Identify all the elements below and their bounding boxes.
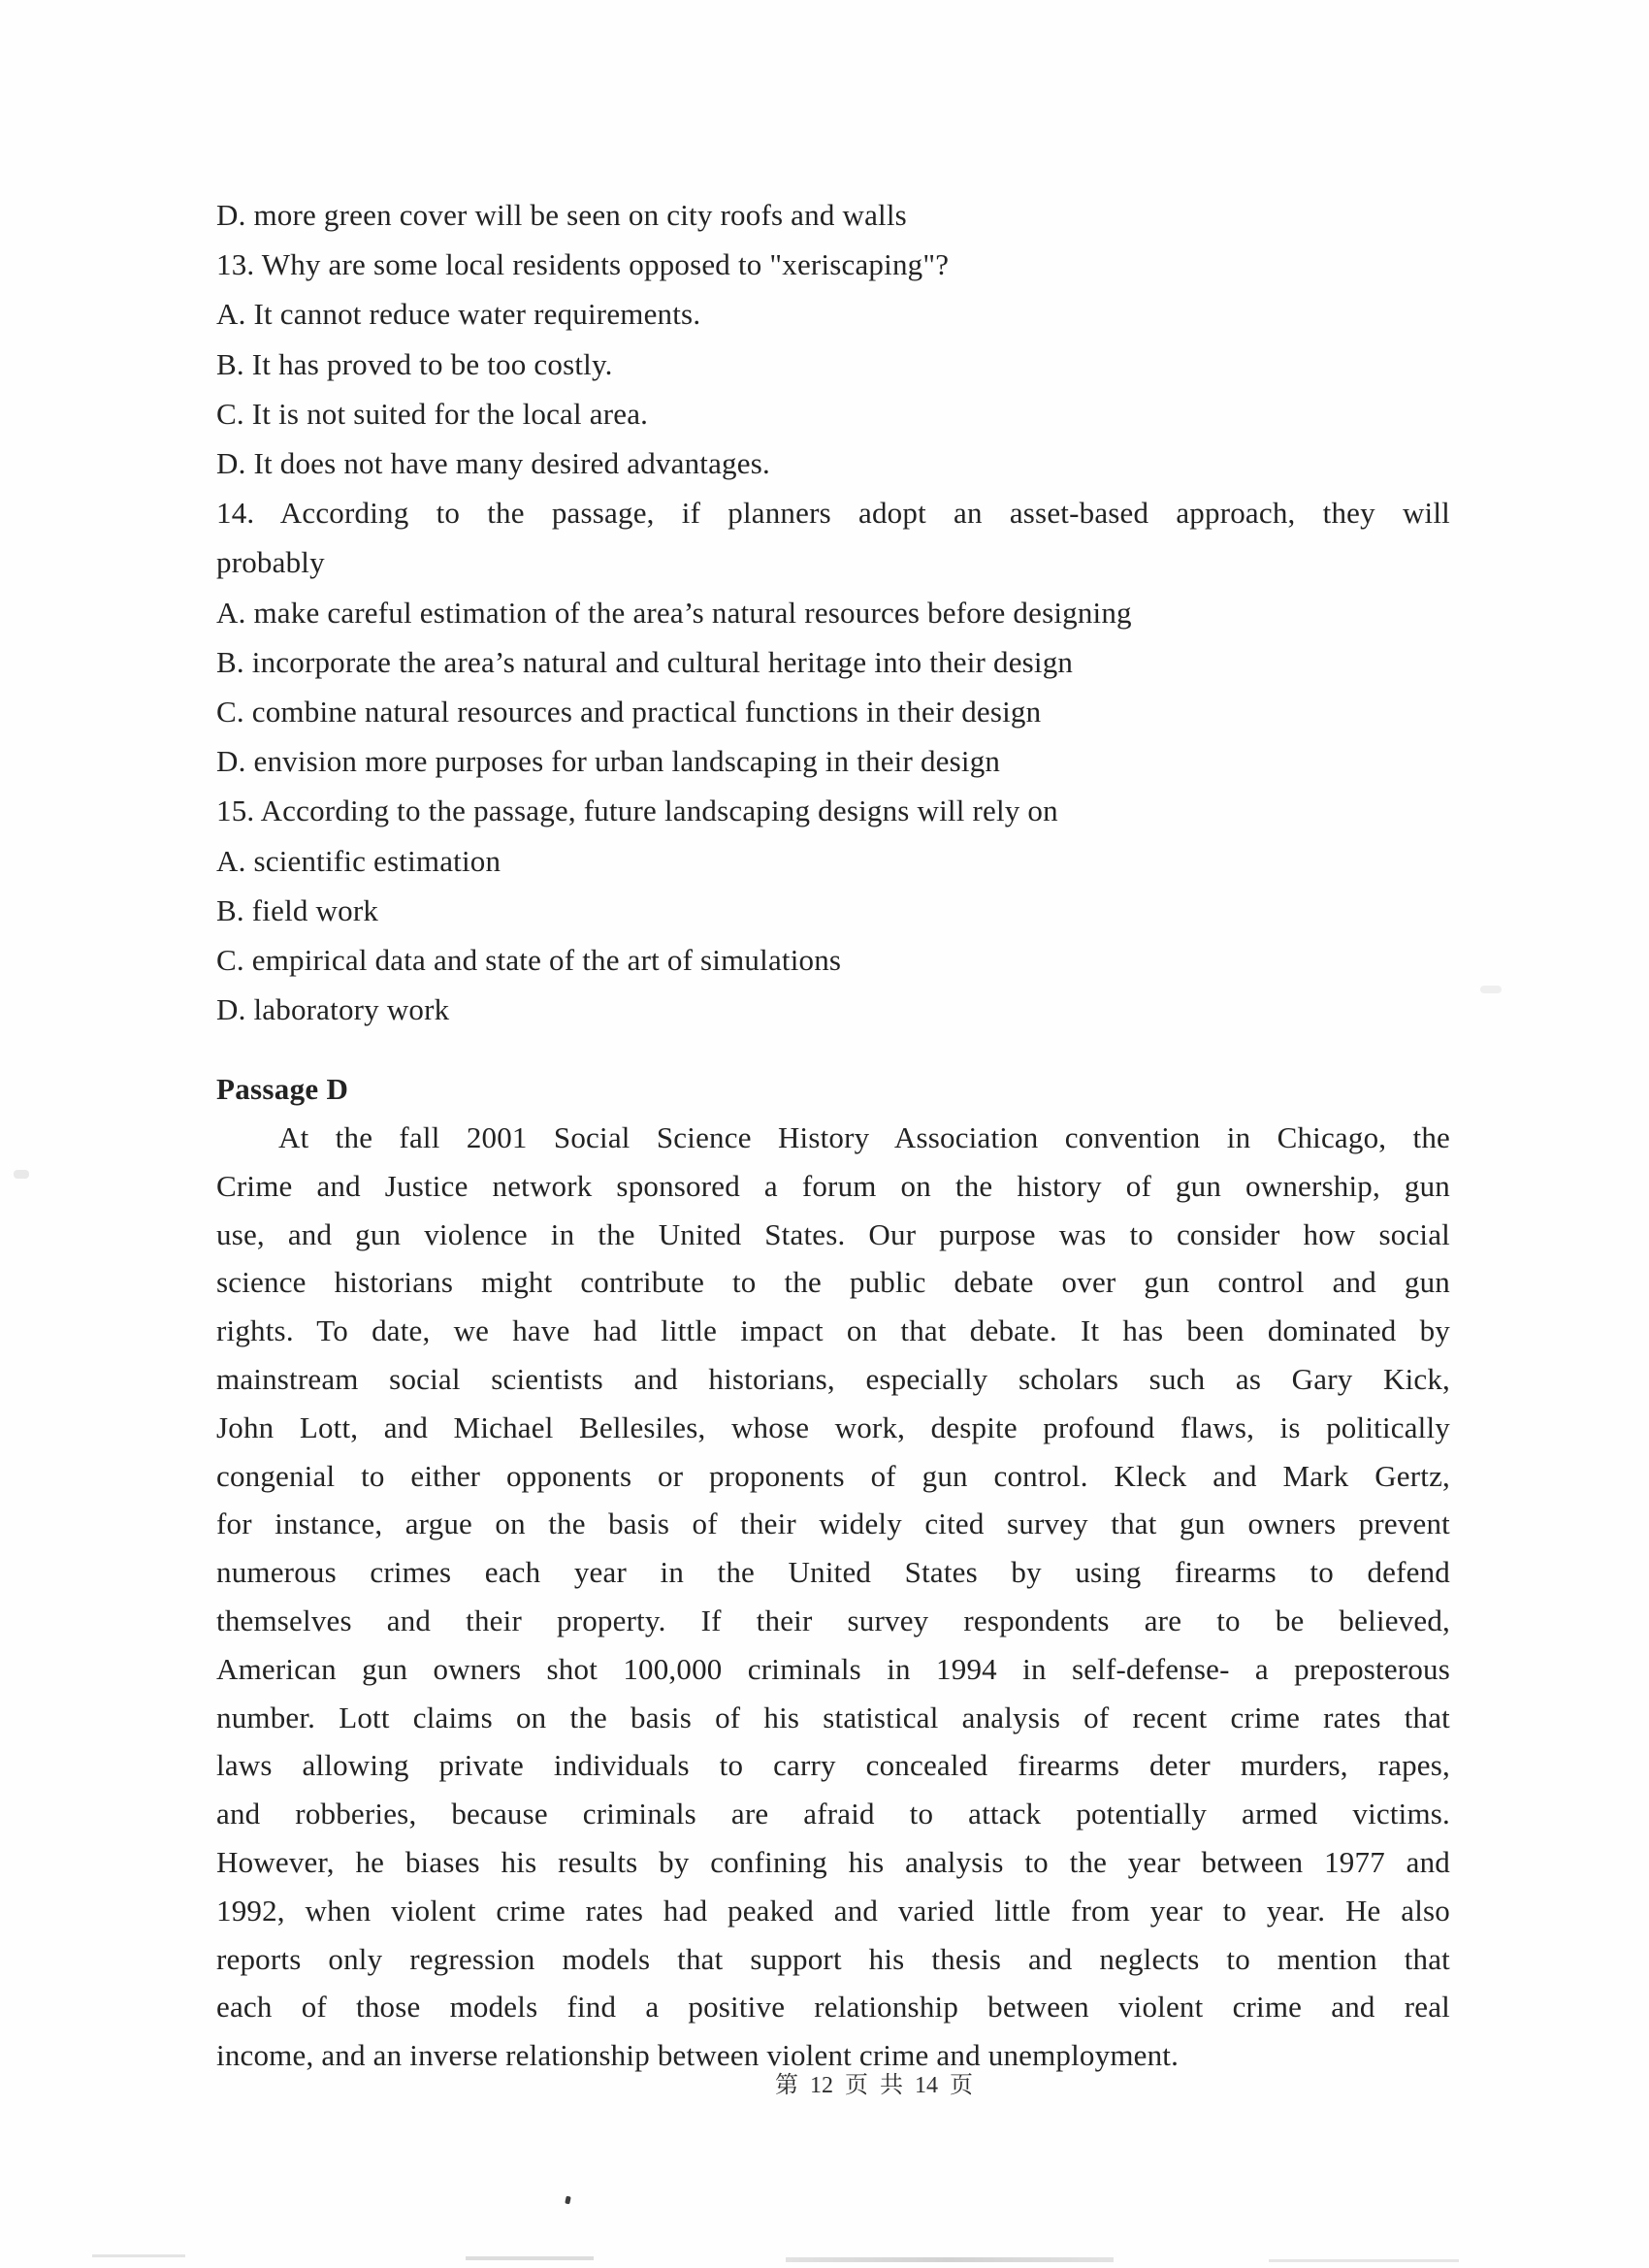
question-line: B. It has proved to be too costly.: [216, 346, 613, 381]
passage-line: number. Lott claims on the basis of his statistical analysis of recent crime rates that: [216, 1700, 1450, 1734]
passage-line: At the fall 2001 Social Science History Association convention in Chicago, the: [278, 1120, 1450, 1154]
passage-line: 1992, when violent crime rates had peaked and varied little from year to year. He also: [216, 1893, 1450, 1928]
passage-line: rights. To date, we have had little impact on that debate. It has been dominated by: [216, 1313, 1450, 1348]
passage-line: John Lott, and Michael Bellesiles, whose work, despite profound flaws, is politically: [216, 1409, 1450, 1444]
question-line: A. scientific estimation: [216, 843, 501, 878]
passage-line: use, and gun violence in the United States. Our purpose was to consider how social: [216, 1216, 1450, 1251]
question-line: D. envision more purposes for urban landscaping in their design: [216, 744, 1001, 779]
passage-line: Crime and Justice network sponsored a forum on the history of gun ownership, gun: [216, 1168, 1450, 1203]
question-line: C. combine natural resources and practical functions in their design: [216, 695, 1042, 729]
scan-edge-shadow: [466, 2256, 594, 2260]
passage-line: themselves and their property. If their survey respondents are to be believed,: [216, 1603, 1450, 1637]
passage-line: reports only regression models that support his thesis and neglects to mention that: [216, 1941, 1450, 1976]
passage-line: mainstream social scientists and historians, especially scholars such as Gary Kick,: [216, 1361, 1450, 1396]
question-line: D. more green cover will be seen on city roofs and walls: [216, 198, 907, 232]
passage-line: laws allowing private individuals to carry concealed firearms deter murders, rapes,: [216, 1748, 1450, 1783]
question-line: 14. According to the passage, if planners adopt an asset-based approach, they will: [216, 496, 1450, 531]
passage-line: congenial to either opponents or proponents of gun control. Kleck and Mark Gertz,: [216, 1458, 1450, 1493]
passage-heading: Passage D: [216, 1072, 349, 1106]
scan-smudge: [14, 1170, 29, 1179]
scan-edge-shadow: [786, 2257, 1114, 2262]
scan-smudge: [1480, 986, 1502, 993]
passage-line: American gun owners shot 100,000 criminals in 1994 in self-defense- a preposterous: [216, 1651, 1450, 1686]
question-line: B. field work: [216, 892, 379, 927]
question-line: B. incorporate the area’s natural and cultural heritage into their design: [216, 644, 1074, 679]
question-line: 13. Why are some local residents opposed to "xeriscaping"?: [216, 247, 950, 282]
scan-edge-shadow: [1269, 2259, 1459, 2262]
passage-section: [216, 1114, 1450, 2080]
question-section: [216, 190, 1450, 1034]
passage-line: However, he biases his results by confining his analysis to the year between 1977 and: [216, 1844, 1450, 1879]
passage-line: income, and an inverse relationship between violent crime and unemployment.: [216, 2038, 1180, 2073]
passage-line: each of those models find a positive relationship between violent crime and real: [216, 1990, 1450, 2025]
question-line: A. make careful estimation of the area’s natural resources before designing: [216, 595, 1132, 630]
passage-line: science historians might contribute to the public debate over gun control and gun: [216, 1265, 1450, 1300]
question-line: C. It is not suited for the local area.: [216, 396, 649, 431]
passage-line: and robberies, because criminals are afraid to attack potentially armed victims.: [216, 1797, 1450, 1831]
passage-line: numerous crimes each year in the United States by using firearms to defend: [216, 1555, 1450, 1590]
question-line: D. laboratory work: [216, 992, 450, 1027]
question-line: probably: [216, 545, 325, 580]
ink-speck: [565, 2196, 571, 2205]
question-line: D. It does not have many desired advantages.: [216, 446, 770, 481]
question-line: 15. According to the passage, future landscaping designs will rely on: [216, 794, 1058, 828]
scan-edge-shadow: [92, 2254, 185, 2257]
passage-line: for instance, argue on the basis of their widely cited survey that gun owners prevent: [216, 1507, 1450, 1541]
question-line: A. It cannot reduce water requirements.: [216, 297, 701, 332]
page-number-footer: 第 12 页 共 14 页: [775, 2073, 973, 2098]
question-line: C. empirical data and state of the art of simulations: [216, 943, 842, 978]
